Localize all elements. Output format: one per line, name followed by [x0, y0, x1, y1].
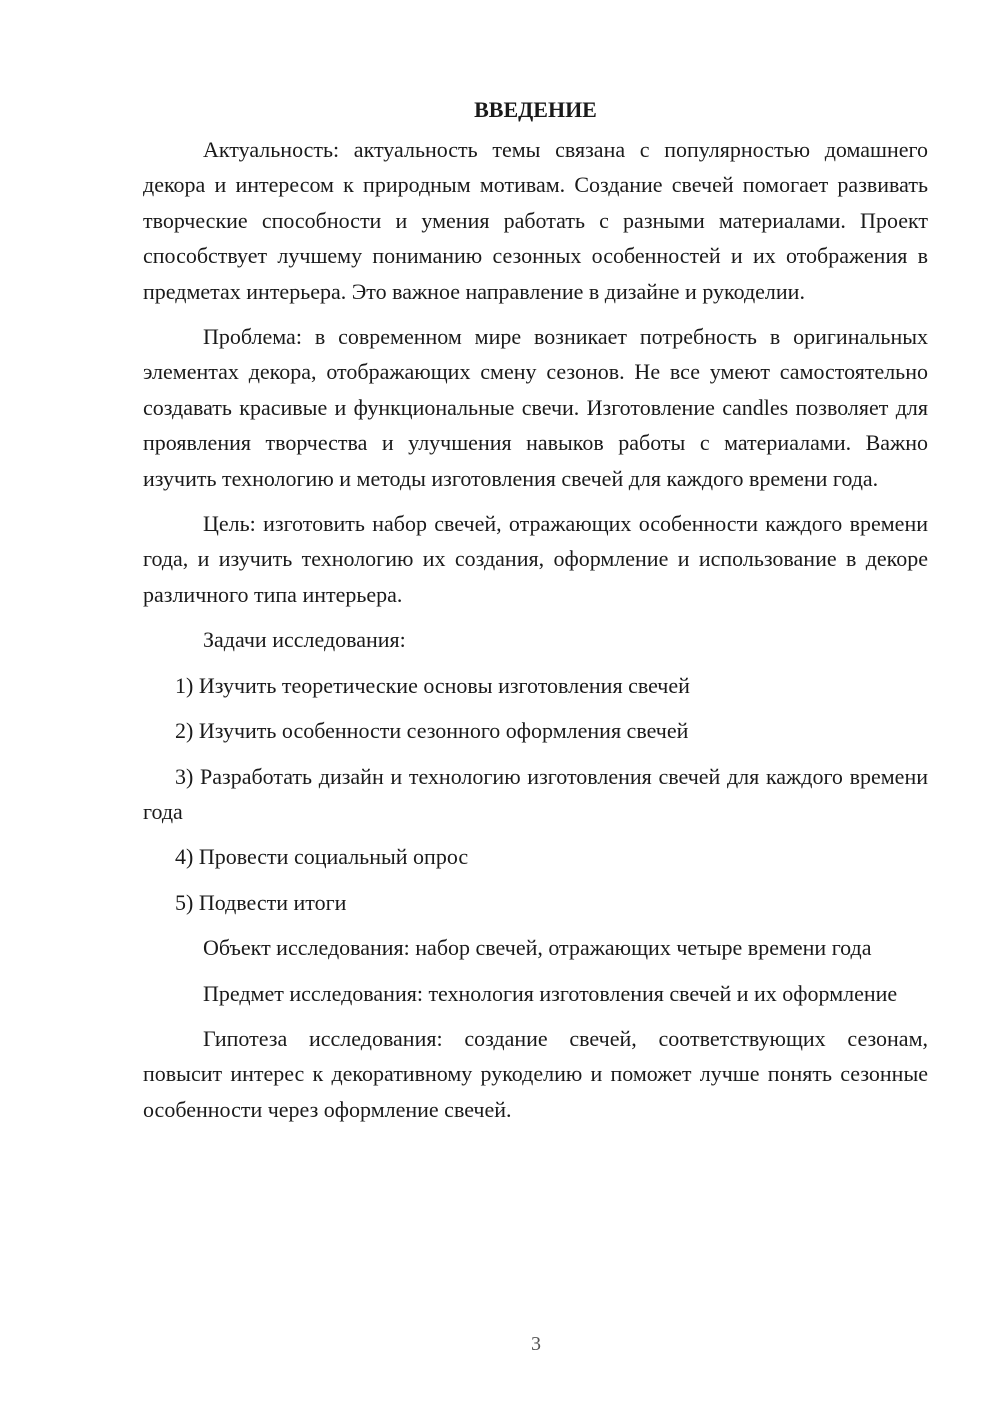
- subject-paragraph: Предмет исследования: технология изготовления свечей и их оформление: [203, 980, 898, 1006]
- hypothesis-paragraph: Гипотеза исследования: создание свечей, соответствующих сезонам, повысит интерес к декоративному рукоделию и поможет лучше понять сезонные особенности через оформление свечей.: [143, 1025, 928, 1122]
- relevance-paragraph: Актуальность: актуальность темы связана с популярностью домашнего декора и интересом к природным мотивам. Создание свечей помогает развивать творческие способности и умения работать с разными материалами. Проект способствует лучшему пониманию сезонных особенностей и их отображения в предметах интерьера. Это важное направление в дизайне и рукоделии.: [143, 137, 928, 304]
- list-item: 4) Провести социальный опрос: [175, 844, 469, 870]
- problem-paragraph: Проблема: в современном мире возникает потребность в оригинальных элементах декора, отображающих смену сезонов. Не все умеют самостоятельно создавать красивые и функциональные свечи. Изготовление candles позволяет для проявления творчества и улучшения навыков работы с материалами. Важно изучить технологию и методы изготовления свечей для каждого времени года.: [143, 324, 928, 491]
- list-item: 5) Подвести итоги: [175, 889, 347, 915]
- tasks-list: [143, 668, 928, 920]
- object-paragraph: Объект исследования: набор свечей, отражающих четыре времени года: [203, 935, 872, 961]
- document-page: [143, 92, 928, 1137]
- list-item: 1) Изучить теоретические основы изготовления свечей: [175, 672, 690, 698]
- tasks-heading: Задачи исследования:: [203, 627, 406, 653]
- list-item: 3) Разработать дизайн и технологию изготовления свечей для каждого времени года: [143, 763, 928, 824]
- list-item: 2) Изучить особенности сезонного оформления свечей: [175, 718, 689, 744]
- page-number: 3: [531, 1333, 541, 1355]
- goal-paragraph: Цель: изготовить набор свечей, отражающих особенности каждого времени года, и изучить технологию их создания, оформление и использование в декоре различного типа интерьера.: [143, 511, 928, 607]
- page-title: ВВЕДЕНИЕ: [474, 97, 597, 122]
